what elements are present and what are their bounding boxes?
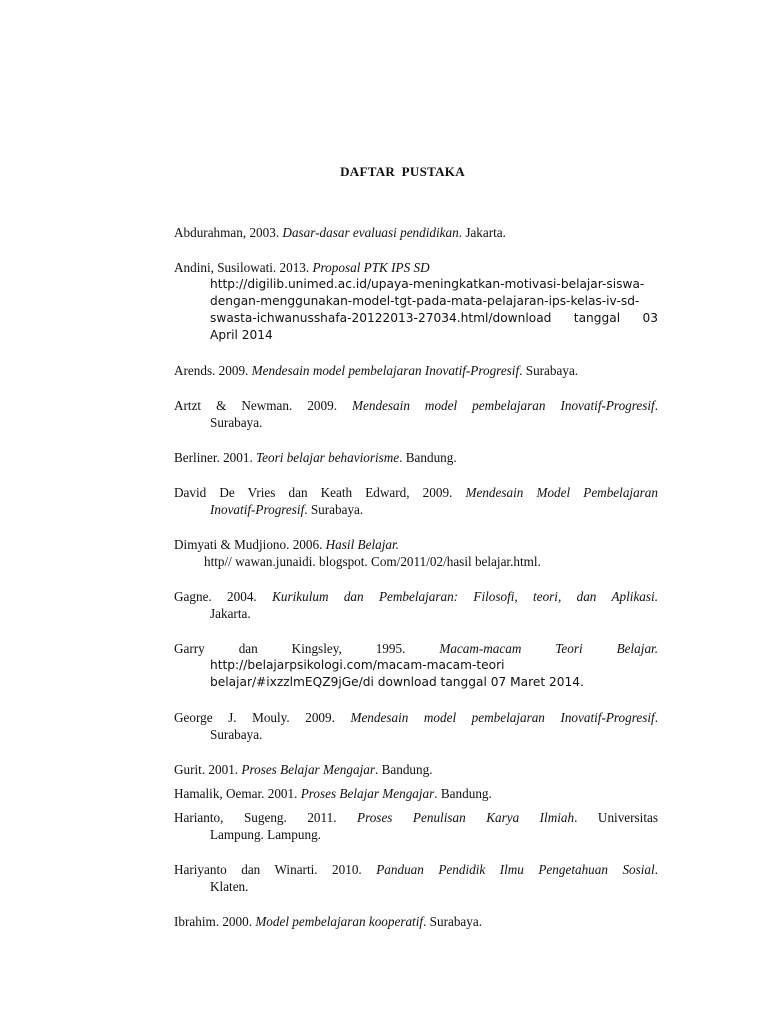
reference-url-line[interactable]: http://digilib.unimed.ac.id/upaya-meningkatkan-motivasi-belajar-siswa- bbox=[210, 277, 645, 291]
reference-author: Gurit. 2001. bbox=[174, 762, 239, 777]
reference-title: Panduan Pendidik Ilmu Pengetahuan Sosial bbox=[376, 862, 655, 877]
reference-title-cont: Inovatif-Progresif bbox=[210, 502, 305, 517]
reference-title: Mendesain model pembelajaran Inovatif-Progresif bbox=[251, 363, 520, 378]
reference-publisher: . Jakarta. bbox=[458, 225, 506, 240]
reference-item bbox=[174, 640, 658, 691]
reference-url-line[interactable]: belajar/#ixzzlmEQZ9jGe/di download tanggal 07 Maret 2014. bbox=[210, 675, 584, 689]
reference-title: Mendesain model pembelajaran Inovatif-Progresif bbox=[352, 398, 655, 413]
reference-author: Artzt & Newman. 2009. bbox=[174, 398, 338, 413]
reference-item bbox=[174, 536, 658, 570]
reference-url-line[interactable]: April 2014 bbox=[210, 328, 273, 342]
reference-title: Hasil Belajar. bbox=[325, 537, 399, 552]
reference-author: Garry dan Kingsley, 1995. bbox=[174, 641, 406, 656]
reference-punct: . bbox=[654, 710, 658, 725]
reference-publisher: . Surabaya. bbox=[304, 502, 364, 517]
reference-item bbox=[174, 588, 658, 622]
reference-item bbox=[174, 397, 658, 431]
reference-title: Proses Penulisan Karya Ilmiah bbox=[357, 810, 575, 825]
reference-publisher: Surabaya. bbox=[210, 727, 263, 742]
reference-item bbox=[174, 709, 658, 743]
reference-item bbox=[174, 861, 658, 895]
reference-url-line[interactable]: http://belajarpsikologi.com/macam-macam-teori bbox=[210, 658, 505, 672]
reference-author: George J. Mouly. 2009. bbox=[174, 710, 335, 725]
reference-publisher: . Surabaya. bbox=[423, 914, 483, 929]
reference-publisher: . Bandung. bbox=[434, 786, 492, 801]
reference-title: Kurikulum dan Pembelajaran: Filosofi, teori, dan Aplikasi. bbox=[272, 589, 658, 604]
reference-publisher: . Surabaya. bbox=[519, 363, 579, 378]
reference-author: Berliner. 2001. bbox=[174, 450, 253, 465]
reference-item bbox=[174, 449, 658, 466]
reference-title: Teori belajar behaviorisme bbox=[256, 450, 400, 465]
reference-item bbox=[174, 224, 658, 241]
reference-title: Mendesain Model Pembelajaran bbox=[465, 485, 658, 500]
reference-author: Arends. 2009. bbox=[174, 363, 249, 378]
reference-item bbox=[174, 809, 658, 843]
reference-author: Hamalik, Oemar. 2001. bbox=[174, 786, 298, 801]
reference-item bbox=[174, 785, 658, 802]
reference-author: Harianto, Sugeng. 2011. bbox=[174, 810, 337, 825]
reference-publisher: Klaten. bbox=[210, 879, 249, 894]
reference-publisher: Jakarta. bbox=[210, 606, 251, 621]
reference-item bbox=[174, 259, 658, 344]
reference-item bbox=[174, 761, 658, 778]
reference-item bbox=[174, 362, 658, 379]
reference-author: Abdurahman, 2003. bbox=[174, 225, 280, 240]
reference-title: Mendesain model pembelajaran Inovatif-Progresif bbox=[350, 710, 655, 725]
reference-author: Gagne. 2004. bbox=[174, 589, 257, 604]
reference-publisher: Surabaya. bbox=[210, 415, 263, 430]
reference-author: Ibrahim. 2000. bbox=[174, 914, 253, 929]
reference-item bbox=[174, 913, 658, 930]
reference-punct: . bbox=[654, 398, 659, 413]
reference-title: Proposal PTK IPS SD bbox=[312, 260, 430, 275]
reference-url[interactable]: http// wawan.junaidi. blogspot. Com/2011/02/hasil belajar.html. bbox=[204, 554, 541, 569]
reference-title: Macam-macam Teori Belajar. bbox=[439, 641, 659, 656]
reference-title: Model pembelajaran kooperatif bbox=[255, 914, 424, 929]
reference-publisher-cont: Lampung. Lampung. bbox=[210, 827, 321, 842]
reference-list bbox=[174, 224, 658, 930]
reference-item bbox=[174, 484, 658, 518]
reference-title: Proses Belajar Mengajar bbox=[300, 786, 435, 801]
reference-author: Andini, Susilowati. 2013. bbox=[174, 260, 310, 275]
reference-publisher: . Bandung. bbox=[399, 450, 457, 465]
reference-author: Dimyati & Mudjiono. 2006. bbox=[174, 537, 323, 552]
reference-author: Hariyanto dan Winarti. 2010. bbox=[174, 862, 362, 877]
reference-url-line[interactable]: dengan-menggunakan-model-tgt-pada-mata-pelajaran-ips-kelas-iv-sd- bbox=[210, 294, 640, 308]
reference-author: David De Vries dan Keath Edward, 2009. bbox=[174, 485, 453, 500]
reference-title: Proses Belajar Mengajar bbox=[241, 762, 375, 777]
reference-url-line[interactable]: swasta-ichwanusshafa-20122013-27034.html/download tanggal 03 bbox=[210, 311, 658, 325]
reference-publisher: . Bandung. bbox=[374, 762, 433, 777]
reference-punct: . bbox=[654, 862, 658, 877]
reference-title: Dasar-dasar evaluasi pendidikan bbox=[282, 225, 459, 240]
reference-publisher: . Universitas bbox=[574, 810, 658, 825]
page-title: DAFTAR PUSTAKA bbox=[340, 164, 465, 179]
